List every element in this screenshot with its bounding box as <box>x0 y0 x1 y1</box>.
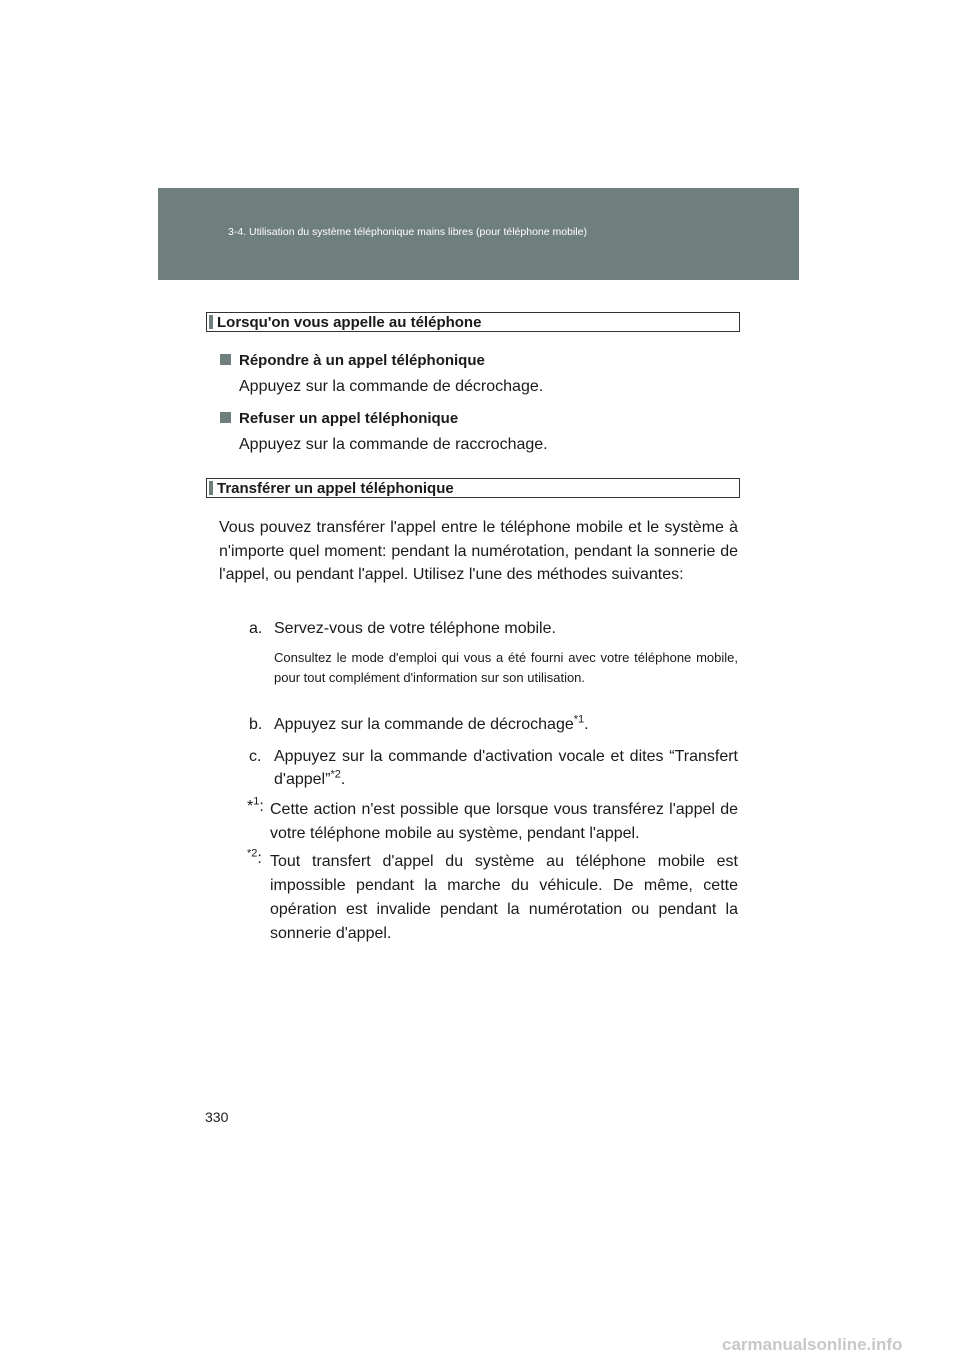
subheading-label: Répondre à un appel téléphonique <box>239 352 485 369</box>
footnote-star: * <box>247 798 254 815</box>
footnote-number: 1 <box>253 795 260 808</box>
footnote-marker-2: $^{*2}$: <box>247 847 262 867</box>
step-letter-b: b. <box>249 716 263 733</box>
step-letter-c: c. <box>249 748 262 765</box>
answer-call-text: Appuyez sur la commande de décrochage. <box>239 378 544 395</box>
section-title: Lorsqu'on vous appelle au téléphone <box>217 314 482 331</box>
section-title-box-transfer-call <box>206 478 740 498</box>
subheading-answer-call <box>220 352 485 369</box>
transfer-intro-paragraph: Vous pouvez transférer l'appel entre le téléphone mobile et le système à n'importe quel moment: pendant la numérotation, pendant la sonnerie de l'appel, ou pendant l'appel. Utilisez l'une des méthodes suivantes: <box>219 519 738 583</box>
watermark: carmanualsonline.info <box>722 1335 903 1354</box>
step-b-label: Appuyez sur la commande de décrochage <box>274 716 574 733</box>
section-title-box-incoming-call <box>206 312 740 332</box>
footnote-number: 2 <box>251 847 258 860</box>
step-c-label: Appuyez sur la commande d'activation vocale et dites “Transfert d'appel” <box>274 748 738 788</box>
step-b-suffix: . <box>584 716 589 733</box>
step-text-a: Servez-vous de votre téléphone mobile. <box>274 620 556 637</box>
subheading-refuse-call <box>220 410 458 427</box>
footnote-star: * <box>247 847 252 860</box>
subheading-label: Refuser un appel téléphonique <box>239 410 459 427</box>
step-a-note: Consultez le mode d'emploi qui vous a été fourni avec votre téléphone mobile, pour tout complément d'information sur son utilisation. <box>274 650 738 685</box>
step-letter-a: a. <box>249 620 263 637</box>
refuse-call-text: Appuyez sur la commande de raccrochage. <box>239 436 548 453</box>
footnote-ref: *1 <box>573 713 585 726</box>
page-number: 330 <box>205 1109 229 1125</box>
step-text-b <box>274 713 738 736</box>
footnote-text-2: Tout transfert d'appel du système au téléphone mobile est impossible pendant la marche du véhicule. De même, cette opération est invalide pendant la numérotation ou pendant la sonnerie d'appel. <box>270 853 738 942</box>
step-c-suffix: . <box>340 771 346 788</box>
square-bullet-icon <box>220 354 231 365</box>
section-title: Transférer un appel téléphonique <box>217 480 454 497</box>
footnote-text-1: Cette action n'est possible que lorsque vous transférez l'appel de votre téléphone mobile au système, pendant l'appel. <box>270 801 738 842</box>
footnote-ref: *2 <box>330 768 341 781</box>
step-text-c <box>274 745 738 791</box>
footnote-marker-1: *$^1$: <box>247 795 264 815</box>
section-bar-icon <box>209 315 213 329</box>
chapter-breadcrumb: 3-4. Utilisation du système téléphonique mains libres (pour téléphone mobile) <box>228 226 587 238</box>
section-bar-icon <box>209 481 213 495</box>
square-bullet-icon <box>220 412 231 423</box>
chapter-header-band <box>158 188 799 280</box>
